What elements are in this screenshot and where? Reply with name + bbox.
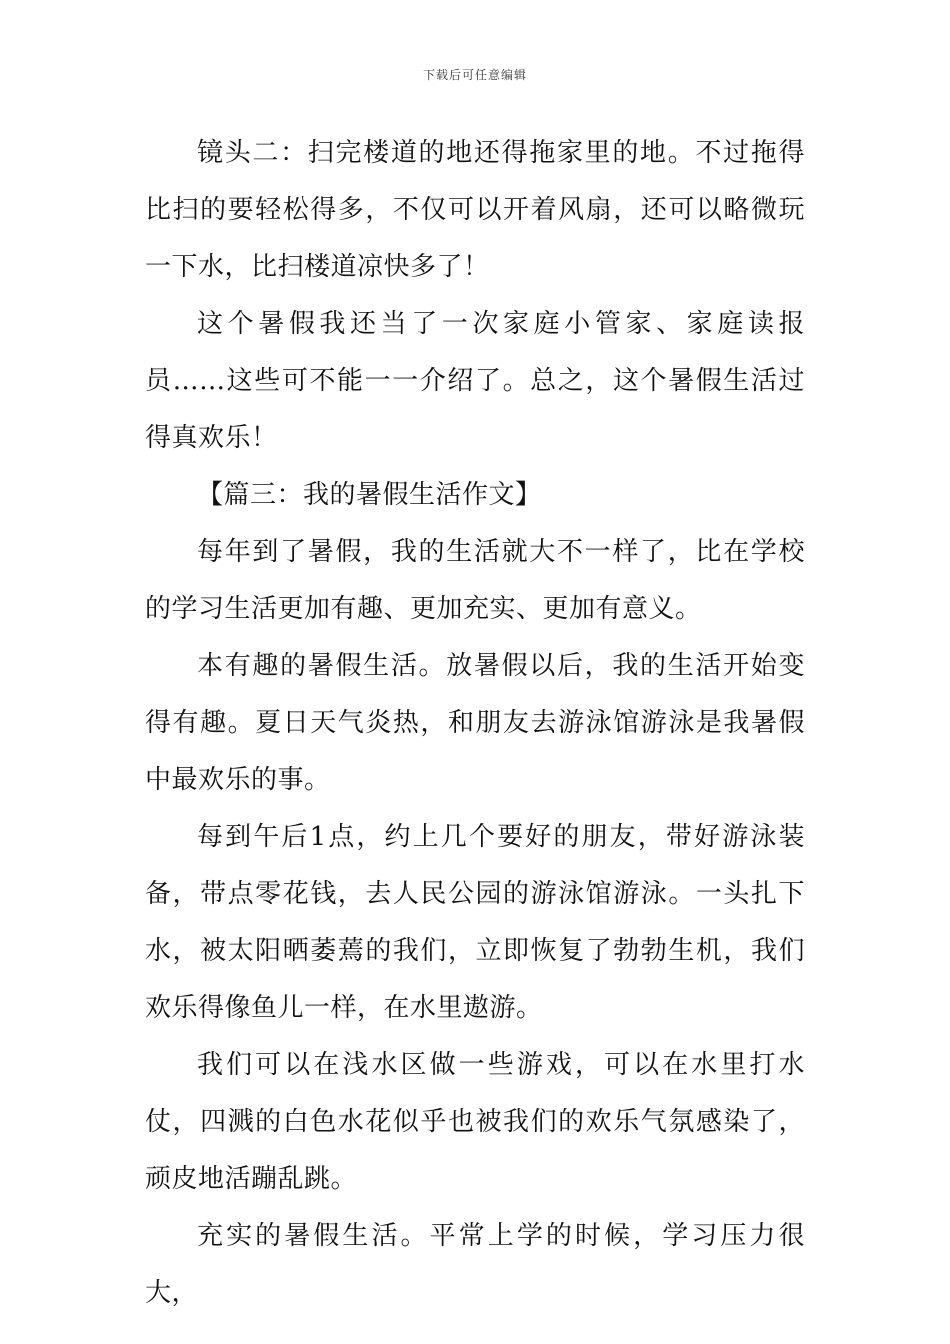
paragraph-home-manager: 这个暑假我还当了一次家庭小管家、家庭读报员……这些可不能一一介绍了。总之，这个暑假生活过得真欢乐！: [145, 309, 805, 453]
paragraph-swimming: 每到午后1点，约上几个要好的朋友，带好游泳装备，带点零花钱，去人民公园的游泳馆游泳。一头扎下水，被太阳晒萎蔫的我们，立即恢复了勃勃生机，我们欢乐得像鱼儿一样，在水里遨游。: [145, 822, 805, 1023]
section-heading: 【篇三：我的暑假生活作文】: [197, 480, 542, 510]
paragraph-shot-two: 镜头二：扫完楼道的地还得拖家里的地。不过拖得比扫的要轻松得多，不仅可以开着风扇，还可以略微玩一下水，比扫楼道凉快多了！: [145, 138, 805, 282]
paragraph-intro: 每年到了暑假，我的生活就大不一样了，比在学校的学习生活更加有趣、更加充实、更加有意义。: [145, 537, 805, 624]
document-body: [145, 125, 805, 1322]
page-header: 下载后可任意编辑: [422, 68, 527, 82]
paragraph-fulfilling: 充实的暑假生活。平常上学的时候，学习压力很大，: [145, 1221, 805, 1308]
paragraph-games: 我们可以在浅水区做一些游戏，可以在水里打水仗，四溅的白色水花似乎也被我们的欢乐气氛感染了，顽皮地活蹦乱跳。: [145, 1050, 805, 1194]
paragraph-interesting: 本有趣的暑假生活。放暑假以后，我的生活开始变得有趣。夏日天气炎热，和朋友去游泳馆游泳是我暑假中最欢乐的事。: [145, 651, 805, 795]
